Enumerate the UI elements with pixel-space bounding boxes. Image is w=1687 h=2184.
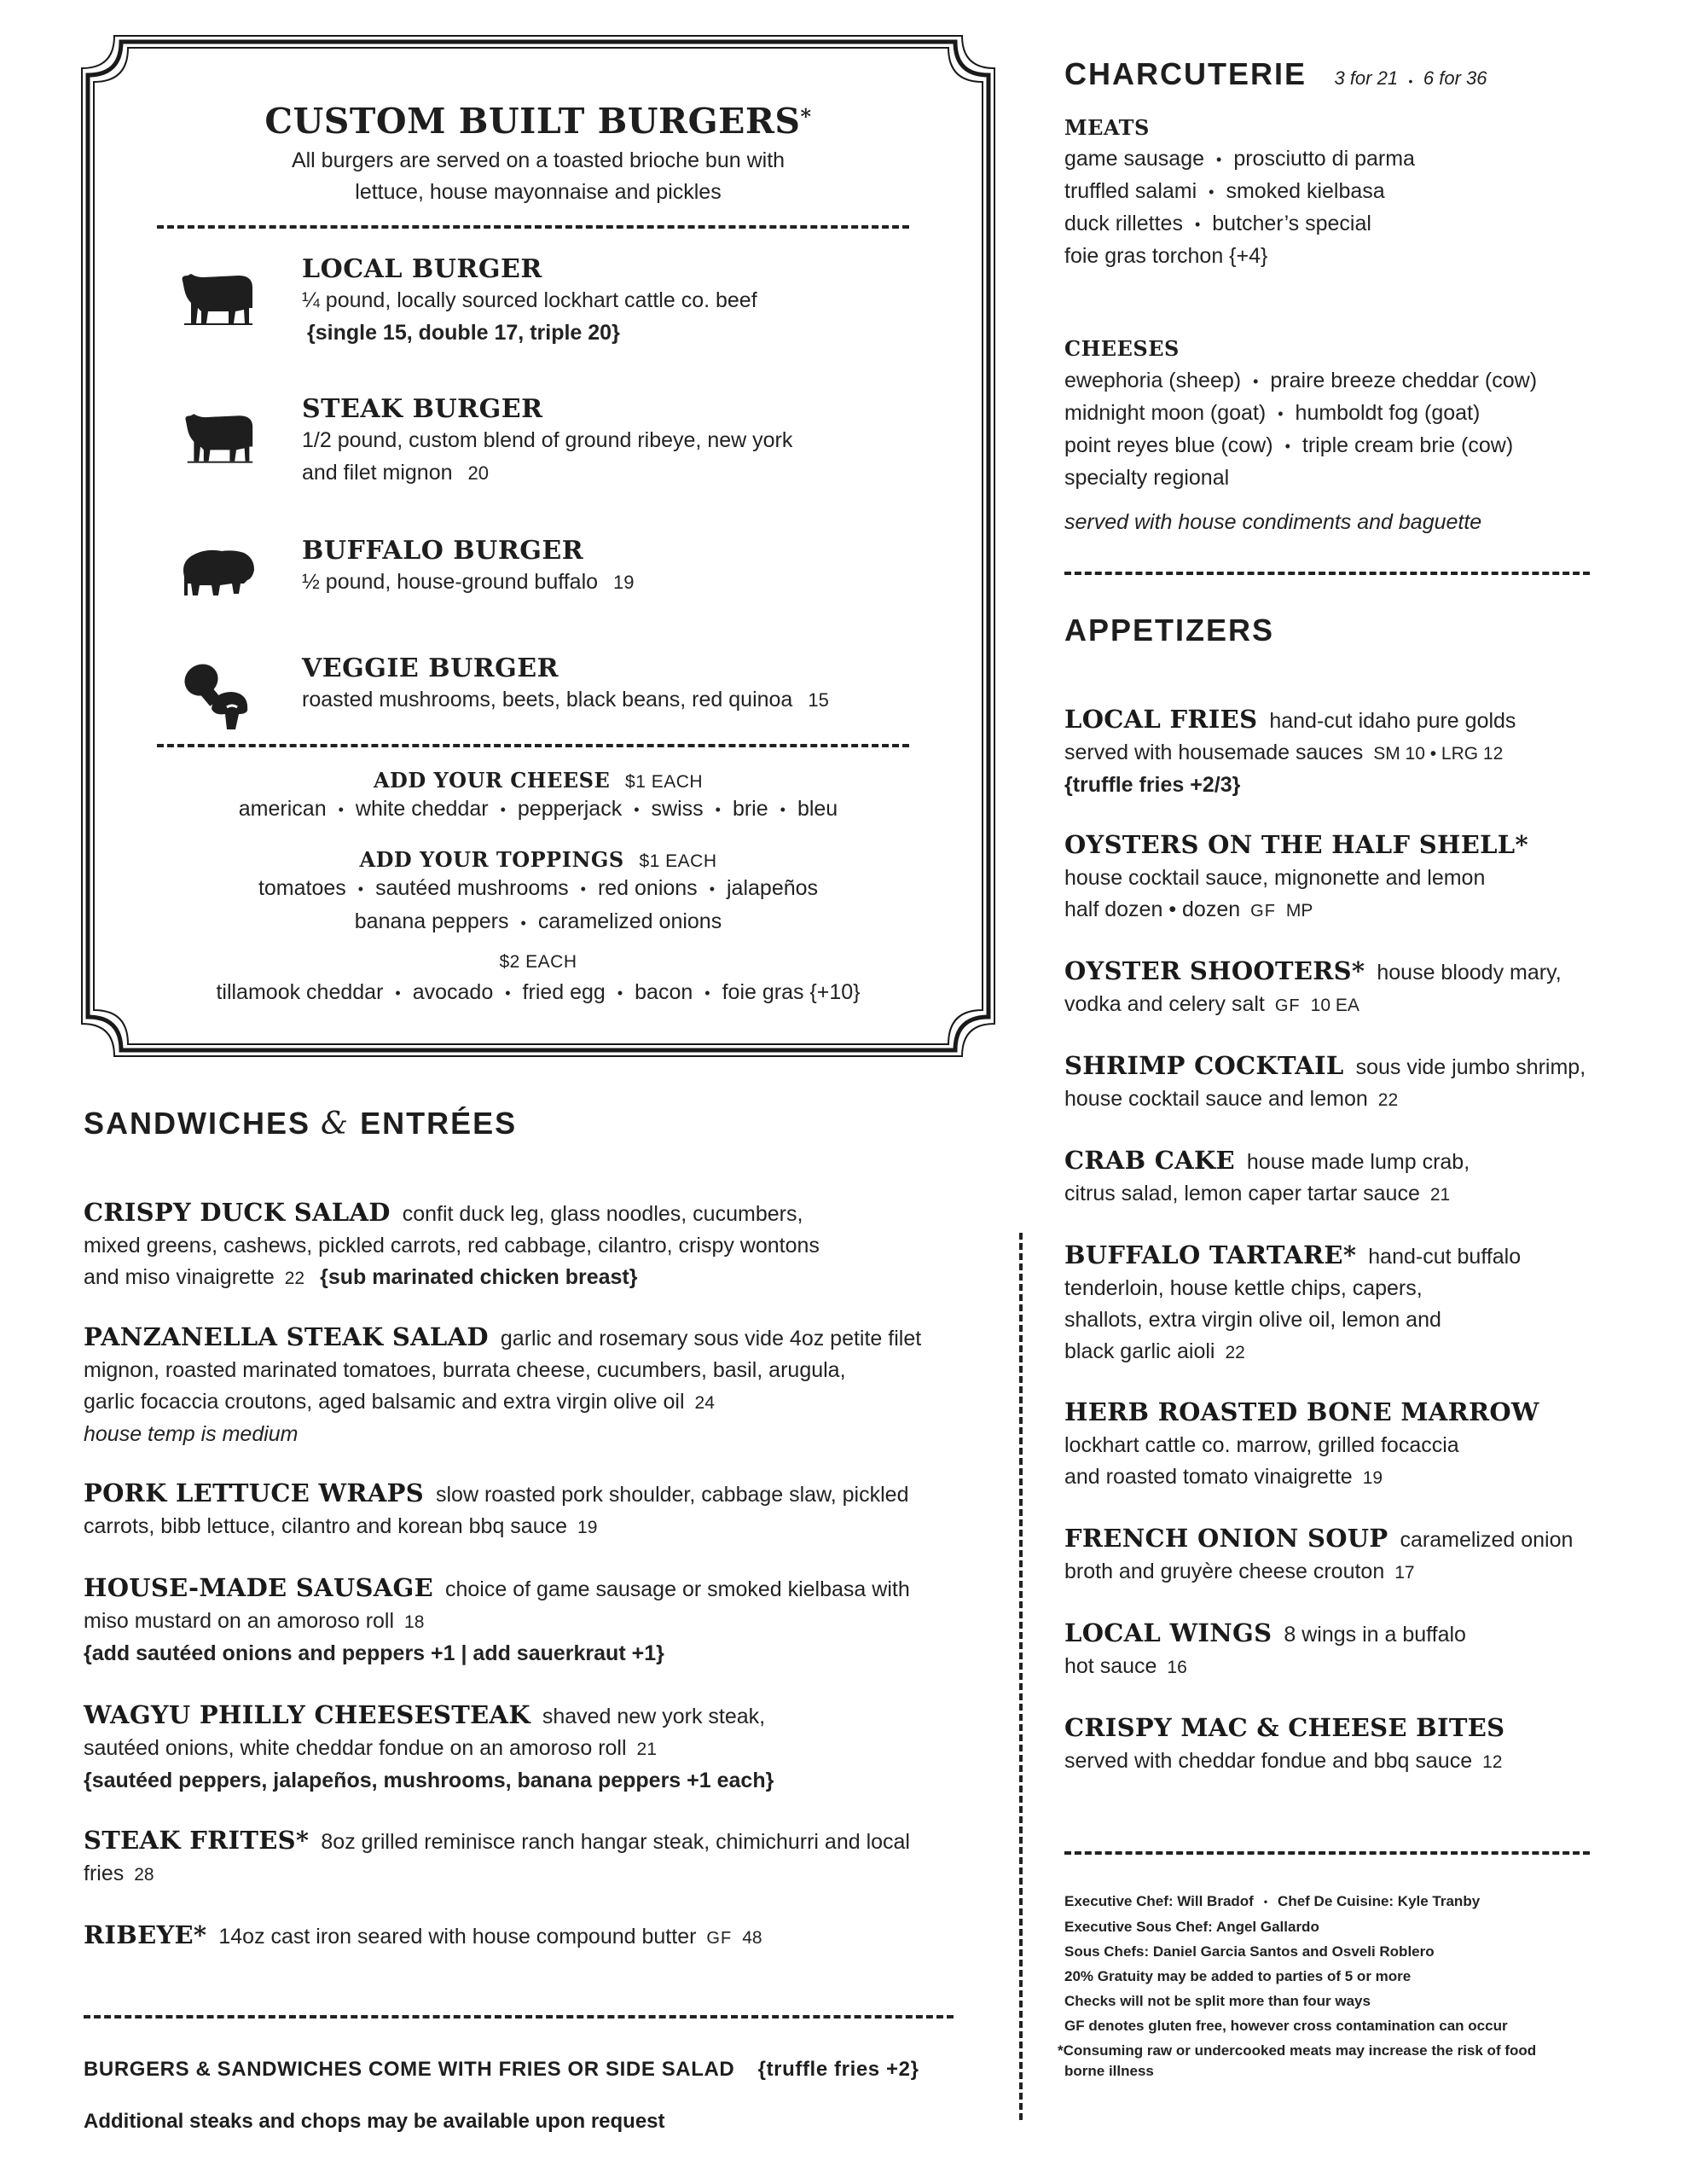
premium-topping-option: foie gras {+10}: [722, 980, 861, 1004]
item-description: fries: [84, 1862, 125, 1885]
item-line: [1064, 1050, 1619, 1083]
premium-topping-option: tillamook cheddar: [216, 980, 384, 1004]
cheese-board-option: midnight moon (goat): [1064, 400, 1267, 425]
item-price: 10 EA: [1310, 996, 1359, 1015]
item-line: [1064, 704, 1619, 737]
topping-option: jalapeños: [727, 876, 819, 900]
bullet: •: [1194, 215, 1201, 233]
item-description: citrus salad, lemon caper tartar sauce: [1064, 1182, 1420, 1205]
item-description: and roasted tomato vinaigrette: [1064, 1465, 1353, 1489]
item-name: LOCAL FRIES: [1064, 705, 1258, 734]
item-line: [1064, 1712, 1619, 1745]
item-line: [84, 1699, 988, 1733]
item-name: LOCAL BURGER: [302, 254, 542, 284]
truffle-fries-upcharge: {truffle fries +2}: [757, 2058, 919, 2081]
item-description: garlic focaccia croutons, aged balsamic and extra virgin olive oil: [84, 1390, 685, 1414]
premium-topping-option: avocado: [412, 980, 494, 1004]
item-name: HOUSE-MADE SAUSAGE: [84, 1573, 433, 1602]
add-toppings-price: $1 EACH: [639, 851, 717, 871]
add-cheese-heading: ADD YOUR CHEESE: [373, 768, 611, 793]
charcuterie-served-with: served with house condiments and baguette: [1064, 510, 1482, 534]
item-name: VEGGIE BURGER: [302, 653, 559, 683]
item-name: WAGYU PHILLY CHEESESTEAK: [84, 1700, 530, 1729]
item-line: [1064, 1618, 1619, 1651]
bullet: •: [1209, 183, 1215, 200]
item-description: 8oz grilled reminisce ranch hangar steak, chimichurri and local: [321, 1830, 910, 1854]
cheese-board-option: praire breeze cheddar (cow): [1270, 369, 1538, 392]
item-name: BUFFALO BURGER: [302, 536, 584, 566]
gluten-free-tag: GF: [1250, 902, 1276, 921]
gratuity-note: 20% Gratuity may be added to parties of 5 or more: [1064, 1968, 1412, 1985]
premium-toppings-section: [80, 952, 996, 1009]
item-description: carrots, bibb lettuce, cilantro and korean bbq sauce: [84, 1514, 568, 1538]
divider: [157, 744, 909, 747]
item-description: lockhart cattle co. marrow, grilled focaccia: [1064, 1433, 1459, 1457]
meat-option-row: [1064, 176, 1415, 208]
menu-item: [1064, 704, 1619, 801]
cheese-board-option: point reyes blue (cow): [1064, 433, 1273, 457]
meat-option: smoked kielbasa: [1226, 178, 1385, 203]
item-price: 18: [404, 1612, 425, 1632]
item-description: shaved new york steak,: [542, 1705, 766, 1728]
item-description: ½ pound, house-ground buffalo: [302, 570, 599, 594]
item-name: PORK LETTUCE WRAPS: [84, 1478, 424, 1507]
bullet: •: [1253, 372, 1259, 390]
meat-option-row: [1064, 241, 1415, 272]
item-line: [1064, 1651, 1619, 1683]
gluten-free-tag: GF: [706, 1929, 733, 1948]
meat-option: foie gras torchon {+4}: [1064, 243, 1268, 268]
item-description: served with housemade sauces: [1064, 741, 1364, 764]
menu-item: [1064, 1618, 1619, 1683]
item-line: [84, 1197, 988, 1230]
item-description: tenderloin, house kettle chips, capers,: [1064, 1276, 1423, 1300]
bullet: •: [780, 801, 786, 819]
item-name: FRENCH ONION SOUP: [1064, 1524, 1388, 1553]
meat-option: game sausage: [1064, 147, 1205, 171]
bullet: •: [500, 801, 506, 819]
cheese-board-option-row: [1064, 430, 1537, 462]
executive-sous-chef: Executive Sous Chef: Angel Gallardo: [1064, 1919, 1319, 1936]
item-line: [84, 1321, 988, 1355]
item-description: sautéed onions, white cheddar fondue on an amoroso roll: [84, 1736, 627, 1760]
item-price: 19: [1362, 1468, 1383, 1488]
meats-list: [1064, 143, 1415, 272]
steaks-request-note: Additional steaks and chops may be available upon request: [84, 2110, 665, 2133]
premium-toppings-price: $2 EACH: [499, 952, 577, 972]
item-description: mixed greens, cashews, pickled carrots, red cabbage, cilantro, crispy wontons: [84, 1234, 820, 1258]
cheese-option: bleu: [797, 797, 838, 821]
item-name: OYSTERS ON THE HALF SHELL*: [1064, 830, 1528, 859]
item-line: [84, 1825, 988, 1858]
bullet: •: [357, 880, 364, 898]
item-name: CRISPY DUCK SALAD: [84, 1198, 391, 1227]
item-name: OYSTER SHOOTERS*: [1064, 956, 1365, 985]
bullet: •: [520, 914, 526, 932]
cheese-options: [80, 793, 996, 826]
add-toppings-section: [80, 847, 996, 939]
item-line: [1064, 894, 1619, 927]
charcuterie-price-6: 6 for 36: [1423, 67, 1487, 89]
item-line: [84, 1733, 988, 1765]
item-price: 48: [742, 1928, 762, 1948]
premium-topping-options: [80, 976, 996, 1009]
burgers-subtitle-line: All burgers are served on a toasted brioche bun with: [291, 148, 786, 172]
item-line: [1064, 1336, 1619, 1368]
item-description: black garlic aioli: [1064, 1339, 1215, 1363]
item-description: served with cheddar fondue and bbq sauce: [1064, 1749, 1473, 1773]
item-line: [1064, 863, 1619, 894]
custom-burgers-box: [80, 34, 996, 1058]
topping-option: caramelized onions: [537, 909, 722, 934]
topping-option: banana peppers: [354, 909, 509, 934]
item-description: sous vide jumbo shrimp,: [1355, 1055, 1586, 1079]
item-description: roasted mushrooms, beets, black beans, red quinoa: [302, 688, 793, 712]
meat-option-row: [1064, 143, 1415, 176]
item-description: mignon, roasted marinated tomatoes, burrata cheese, cucumbers, basil, arugula,: [84, 1358, 846, 1382]
item-line: [1064, 1145, 1619, 1178]
item-description: house cocktail sauce, mignonette and lemon: [1064, 866, 1486, 890]
item-line: [84, 1920, 988, 1955]
item-price: 15: [808, 689, 829, 711]
item-name: PANZANELLA STEAK SALAD: [84, 1322, 489, 1351]
item-option: {truffle fries +2/3}: [1064, 773, 1241, 797]
menu-item: [1064, 1050, 1619, 1116]
split-check-note: Checks will not be split more than four ways: [1064, 1993, 1371, 2010]
item-price: 22: [284, 1269, 305, 1288]
item-description: half dozen • dozen: [1064, 897, 1241, 921]
item-name: LOCAL WINGS: [1064, 1618, 1272, 1647]
cheese-option: american: [238, 797, 327, 821]
item-line: [1064, 1556, 1619, 1589]
menu-item-buffalo-burger: [302, 536, 635, 599]
raw-meat-warning: borne illness: [1064, 2063, 1154, 2080]
cheese-option: brie: [732, 797, 768, 821]
item-price: MP: [1285, 901, 1313, 921]
meat-option: prosciutto di parma: [1233, 147, 1415, 171]
menu-item: [84, 1478, 988, 1543]
raw-warning-mark: *: [800, 104, 812, 129]
item-line: [84, 1355, 988, 1386]
premium-topping-option: fried egg: [522, 980, 606, 1004]
item-description: 14oz cast iron seared with house compound butter: [218, 1925, 697, 1949]
cheese-board-option: ewephoria (sheep): [1064, 369, 1242, 392]
executive-chef: Executive Chef: Will Bradof: [1064, 1893, 1254, 1909]
divider: [84, 2015, 954, 2018]
menu-item: [1064, 1397, 1619, 1494]
item-name: CRAB CAKE: [1064, 1146, 1235, 1175]
restaurant-notes: [1058, 1889, 1537, 2080]
menu-item: [84, 1699, 988, 1797]
item-line: [1064, 829, 1619, 863]
divider: [157, 225, 909, 229]
burgers-subtitle-line: lettuce, house mayonnaise and pickles: [355, 180, 722, 204]
chef-de-cuisine: Chef De Cuisine: Kyle Tranby: [1278, 1893, 1481, 1909]
item-price: 22: [1377, 1090, 1399, 1110]
item-description: slow roasted pork shoulder, cabbage slaw, pickled: [435, 1483, 909, 1507]
bullet: •: [1216, 150, 1222, 168]
bullet: •: [505, 985, 511, 1002]
item-line: [84, 1478, 988, 1511]
menu-item: [84, 1825, 988, 1891]
item-line: [1064, 1745, 1619, 1778]
menu-item: [84, 1920, 988, 1955]
burgers-subtitle: [80, 145, 996, 208]
item-line: [84, 1262, 988, 1294]
item-price-options: {single 15, double 17, triple 20}: [307, 321, 620, 345]
cheeses-heading: CHEESES: [1064, 336, 1180, 361]
item-option: {sub marinated chicken breast}: [320, 1265, 638, 1289]
item-line: [84, 1386, 988, 1419]
bullet: •: [1278, 404, 1284, 422]
menu-item: [84, 1321, 988, 1450]
bullet: •: [338, 801, 344, 819]
meats-heading: MEATS: [1064, 115, 1150, 140]
ampersand: &: [321, 1107, 351, 1141]
item-price: SM 10 • LRG 12: [1373, 744, 1504, 764]
topping-option: sautéed mushrooms: [375, 876, 569, 900]
item-name: STEAK BURGER: [302, 394, 543, 424]
meat-option: duck rillettes: [1064, 211, 1183, 235]
item-price: 16: [1167, 1658, 1187, 1677]
bullet: •: [395, 985, 401, 1002]
item-line: [1064, 1273, 1619, 1304]
item-line: [1064, 1083, 1619, 1116]
premium-topping-option: bacon: [635, 980, 693, 1004]
item-description: garlic and rosemary sous vide 4oz petite filet: [500, 1327, 922, 1350]
cheese-option: swiss: [651, 797, 704, 821]
item-description: shallots, extra virgin olive oil, lemon and: [1064, 1308, 1441, 1332]
menu-item: [1064, 956, 1619, 1022]
item-price: 19: [577, 1518, 598, 1537]
item-description: house bloody mary,: [1377, 961, 1562, 985]
item-price: 17: [1394, 1563, 1415, 1583]
item-price: 22: [1225, 1343, 1245, 1362]
item-description: 1/2 pound, custom blend of ground ribeye, new york: [302, 428, 793, 452]
add-cheese-section: [80, 768, 996, 826]
item-description: confit duck leg, glass noodles, cucumbers,: [402, 1202, 803, 1226]
bullet: •: [617, 985, 623, 1002]
heading-text: SANDWICHES: [84, 1106, 311, 1141]
item-name: BUFFALO TARTARE*: [1064, 1240, 1357, 1269]
add-cheese-price: $1 EACH: [625, 772, 704, 792]
buffalo-icon: [179, 546, 258, 602]
meat-option: butcher’s special: [1212, 211, 1371, 235]
bullet: •: [1263, 1896, 1268, 1908]
topping-option: red onions: [597, 876, 698, 900]
sides-note-text: BURGERS & SANDWICHES COME WITH FRIES OR SIDE SALAD: [84, 2058, 735, 2081]
item-line: [84, 1230, 988, 1262]
bullet: •: [634, 801, 640, 819]
item-line: [1064, 1397, 1619, 1430]
item-description: house made lump crab,: [1246, 1150, 1470, 1174]
cheese-board-option: humboldt fog (goat): [1295, 400, 1481, 425]
menu-item: [1064, 1712, 1619, 1778]
item-description: hand-cut buffalo: [1368, 1245, 1522, 1269]
burgers-title: [80, 101, 996, 142]
divider: [1064, 1851, 1590, 1855]
divider: [1064, 572, 1590, 575]
cheeses-list: [1064, 365, 1537, 494]
cheese-board-option: specialty regional: [1064, 465, 1230, 490]
item-line: [84, 1858, 988, 1891]
menu-item-local-burger: [302, 254, 757, 349]
raw-meat-warning: *Consuming raw or undercooked meats may increase the risk of food: [1058, 2042, 1537, 2059]
item-line: [1064, 1461, 1619, 1494]
cheese-option: pepperjack: [517, 797, 623, 821]
item-description: and filet mignon: [302, 461, 453, 485]
item-description: hot sauce: [1064, 1654, 1157, 1678]
item-name: RIBEYE*: [84, 1920, 207, 1949]
bullet: •: [580, 880, 586, 898]
cheese-board-option-row: [1064, 462, 1537, 494]
item-option: {sautéed peppers, jalapeños, mushrooms, banana peppers +1 each}: [84, 1769, 774, 1792]
item-line: [1064, 1430, 1619, 1461]
cheese-board-option-row: [1064, 398, 1537, 430]
item-line: [84, 1572, 988, 1606]
bullet: •: [704, 985, 710, 1002]
menu-item-steak-burger: [302, 394, 792, 490]
item-description: vodka and celery salt: [1064, 992, 1265, 1016]
menu-item: [1064, 1145, 1619, 1211]
item-description: house cocktail sauce and lemon: [1064, 1087, 1368, 1111]
item-description: broth and gruyère cheese crouton: [1064, 1560, 1385, 1583]
item-price: 12: [1482, 1752, 1503, 1772]
item-line: [1064, 989, 1619, 1022]
sous-chefs: Sous Chefs: Daniel Garcia Santos and Osveli Roblero: [1064, 1943, 1435, 1960]
charcuterie-heading: [1064, 56, 1487, 92]
menu-item: [1064, 829, 1619, 927]
item-line: [1064, 1240, 1619, 1273]
item-description: and miso vinaigrette: [84, 1265, 275, 1289]
menu-item: [1064, 1240, 1619, 1368]
item-option: {add sautéed onions and peppers +1 | add sauerkraut +1}: [84, 1641, 664, 1665]
cheese-option: white cheddar: [355, 797, 489, 821]
gluten-free-note: GF denotes gluten free, however cross contamination can occur: [1064, 2018, 1508, 2035]
appetizers-heading: APPETIZERS: [1064, 613, 1275, 648]
cheese-board-option: triple cream brie (cow): [1301, 433, 1514, 457]
item-line: [1064, 1523, 1619, 1556]
item-line: [1064, 956, 1619, 989]
item-price: 21: [636, 1740, 657, 1759]
heading-text: CHARCUTERIE: [1064, 56, 1307, 91]
item-description: miso mustard on an amoroso roll: [84, 1609, 395, 1633]
menu-item: [1064, 1523, 1619, 1589]
meat-option: truffled salami: [1064, 178, 1197, 203]
topping-options: [80, 872, 996, 905]
bullet: •: [1284, 437, 1290, 455]
column-divider: [1019, 1233, 1023, 2120]
burgers-title-text: CUSTOM BUILT BURGERS: [264, 101, 801, 142]
cow-icon: [183, 408, 256, 468]
item-name: CRISPY MAC & CHEESE BITES: [1064, 1713, 1505, 1742]
sides-note: [84, 2058, 919, 2082]
item-price: 21: [1429, 1185, 1451, 1205]
item-note: house temp is medium: [84, 1422, 299, 1446]
item-description: caramelized onion: [1400, 1528, 1574, 1552]
charcuterie-price-3: 3 for 21: [1334, 67, 1399, 89]
bullet: •: [715, 801, 721, 819]
gluten-free-tag: GF: [1274, 996, 1301, 1015]
item-name: STEAK FRITES*: [84, 1826, 310, 1855]
item-description: ¼ pound, locally sourced lockhart cattle co. beef: [302, 288, 757, 312]
item-description: hand-cut idaho pure golds: [1269, 709, 1516, 733]
menu-item: [84, 1197, 988, 1294]
topping-option: tomatoes: [258, 876, 346, 900]
item-price: 20: [467, 462, 489, 484]
item-line: [1064, 737, 1619, 770]
sandwiches-heading: [84, 1106, 517, 1141]
topping-options: [80, 905, 996, 938]
cow-icon: [179, 269, 256, 328]
item-description: choice of game sausage or smoked kielbasa with: [444, 1577, 910, 1601]
item-line: [1064, 1304, 1619, 1336]
meat-option-row: [1064, 208, 1415, 241]
bullet: •: [1408, 73, 1413, 88]
menu-item-veggie-burger: [302, 653, 829, 717]
item-line: [84, 1511, 988, 1543]
item-name: SHRIMP COCKTAIL: [1064, 1051, 1344, 1080]
item-price: 24: [694, 1393, 715, 1413]
item-price: 19: [613, 572, 635, 593]
item-name: HERB ROASTED BONE MARROW: [1064, 1397, 1539, 1426]
add-toppings-heading: ADD YOUR TOPPINGS: [359, 847, 624, 872]
item-line: [84, 1606, 988, 1638]
item-description: 8 wings in a buffalo: [1284, 1623, 1466, 1647]
menu-item: [84, 1572, 988, 1670]
bullet: •: [709, 880, 715, 898]
item-line: [1064, 1178, 1619, 1211]
mushroom-icon: [179, 661, 251, 733]
cheese-board-option-row: [1064, 365, 1537, 398]
item-price: 28: [134, 1865, 154, 1885]
heading-text: ENTRÉES: [360, 1106, 518, 1141]
